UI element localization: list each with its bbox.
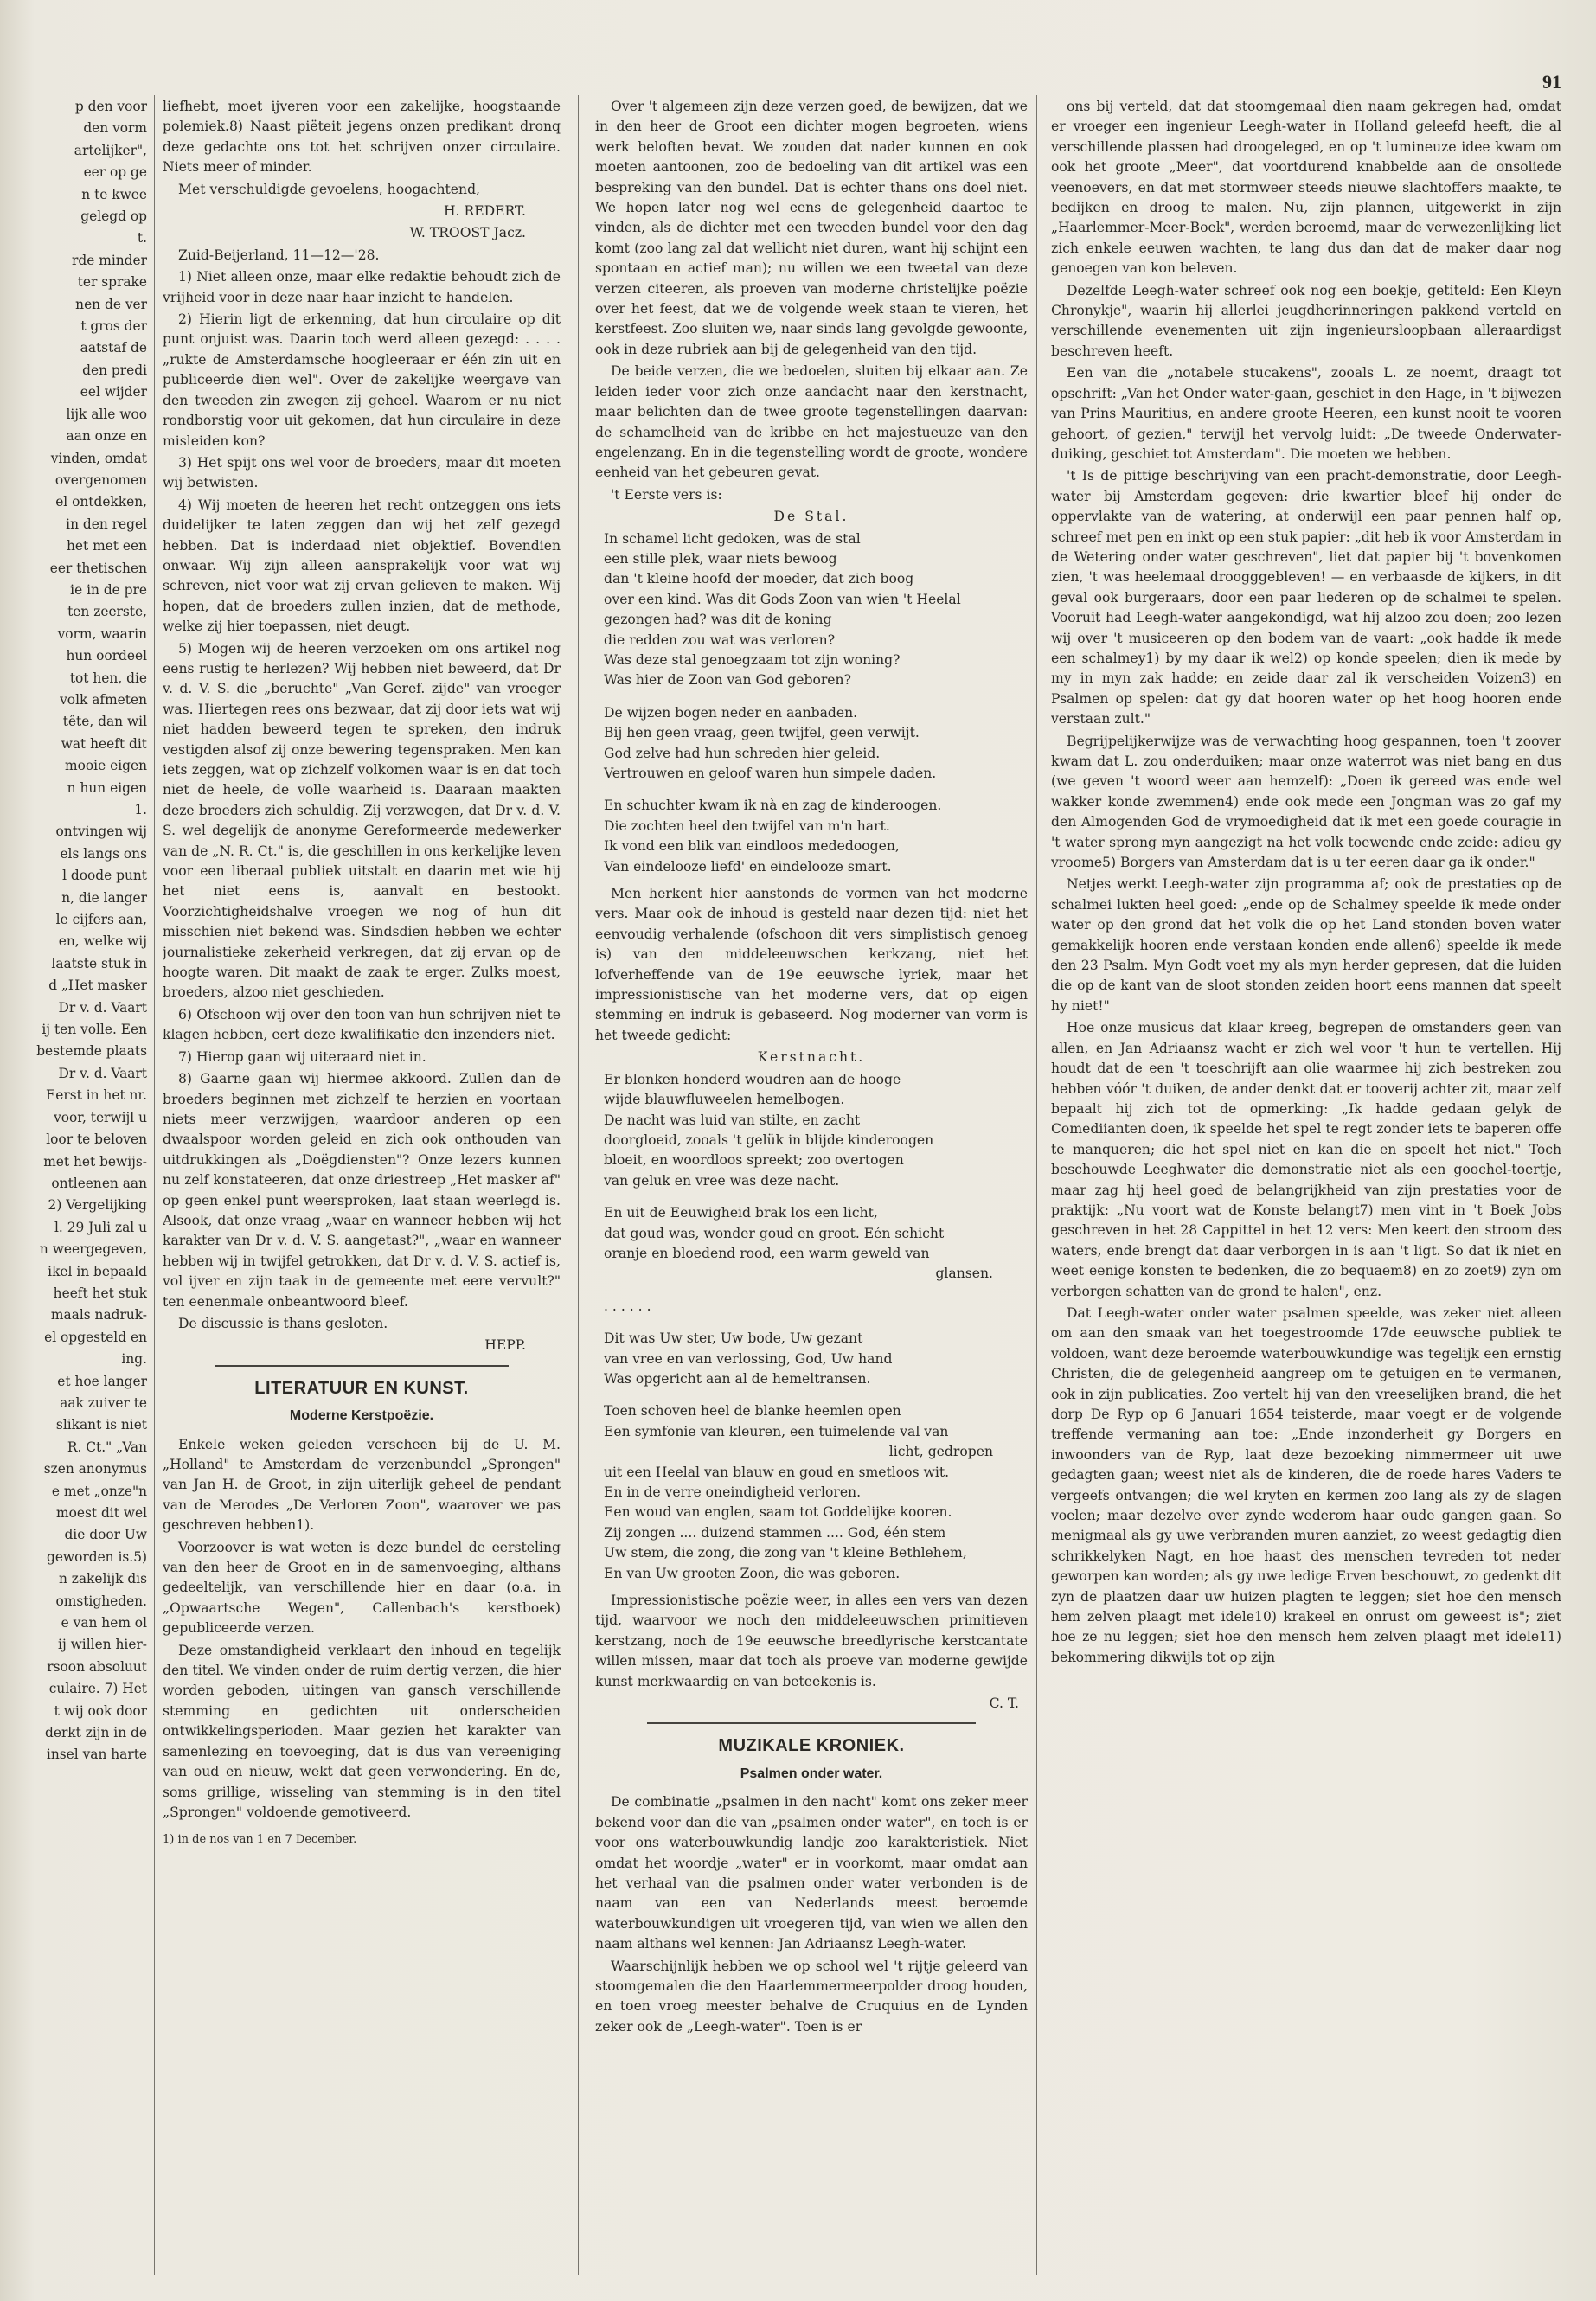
text-line: overgenomen xyxy=(54,471,147,488)
paragraph: Netjes werkt Leegh-water zijn programma af; ook de prestaties op de schalmei lukten heel goed: „ende op de Schalmey speelde ik mede onder water op den grond dat het volk die op het Land stonden boven water gemakkelijk hooren ende verstaan konden ende allen6) speelde ik mede den 23 Psalm. Myn Godt voet my als myn herder gepresen, dat die luiden die op de kant van de sloot stonden zeiden hoort eens mannen dat speelt hy niet!" xyxy=(1051,876,1561,1014)
text-line: aan onze en xyxy=(66,428,147,445)
note: 1) Niet alleen onze, maar elke redaktie behoudt zich de vrijheid voor in deze naar haar inzicht te handelen. xyxy=(163,269,561,305)
poem-line: Was hier de Zoon van God geboren? xyxy=(604,672,851,689)
paragraph: 't Is de pittige beschrijving van een pracht-demonstratie, door Leegh-water bij Amsterdam gegeven: drie kwartier bleef hij onder de oppervlakte van de watering, at onderwijl een paar pennen half op, schreef met pen en inkt op een stuk papier: „dit heb ik voor Amsterdam in de Wetering onder water geschreven", liet dat papier bij 't bovenkomen zien, 't was heelemaal droogggebleven! — en verbaasde de kijkers, in dit geval ook burgeraars, door een paar liederen op de schalmei te spelen. Vooruit had Leegh-water aangekondigd, wat hij alzoo zou doen; zoo lezen wij over 't musiceeren op den bodem van de vaart: „ook hadde ik mede een schalmey1) by my daar ik wel2) op konde speelen; dien ik mede by my in myn zak hadde; en zeide daar zal ik verscheiden Voizen3) en Psalmen op spelen: dat gy dat hooren water op het hoog hooren ende verstaan zult." xyxy=(1051,468,1561,727)
text-line: aatstaf de xyxy=(80,340,147,356)
text-line: ontleenen aan xyxy=(51,1175,147,1191)
text-line: ten zeerste, xyxy=(67,604,147,620)
text-line: die door Uw xyxy=(64,1527,147,1543)
text-line: in den regel xyxy=(66,516,147,532)
text-line: le cijfers aan, xyxy=(55,912,147,928)
text-line: laatste stuk in xyxy=(51,955,147,971)
article-body xyxy=(595,97,1028,505)
text-line: gelegd op xyxy=(80,208,147,225)
text-line: mooie eigen xyxy=(65,758,147,774)
signature: HEPP. xyxy=(484,1337,526,1354)
column-1 xyxy=(163,97,561,2277)
text-line: ie in de pre xyxy=(70,581,147,598)
text-line: d „Het masker xyxy=(48,977,147,994)
stanza-gap xyxy=(595,1285,1028,1297)
text-line: e van hem ol xyxy=(61,1615,147,1631)
paragraph: De discussie is thans gesloten. xyxy=(178,1315,388,1331)
column-rule xyxy=(578,95,579,2275)
section-heading: MUZIKALE KRONIEK. xyxy=(718,1736,905,1756)
divider xyxy=(647,1722,976,1724)
paragraph: liefhebt, moet ijveren voor een zakelijke, hoogstaande polemiek.8) Naast piëteit jegens onzen predikant dronq deze gedachte ons tot het schrijven onzer circulaire. Niets meer of minder. xyxy=(163,99,561,176)
text-line: ter sprake xyxy=(77,274,147,291)
article-body xyxy=(595,1792,1028,2037)
note: 5) Mogen wij de heeren verzoeken om ons artikel nog eens rustig te herlezen? Wij hebben niet beweerd, dat Dr v. d. V. S. die „beruchte" „Van Geref. zijde" van vroeger was. Hiertegen rees ons bezwaar, dat zij door iets wat wij niet hadden beweerd tegen te spreken, den indruk vestigden alsof zij onze bewering tegenspraken. Men kan iets zeggen, wat op zichzelf volkomen waar is en dat toch niet de heele, de volle waarheid is. Daaraan maakten deze broeders zich schuldig. Zij verzwegen, dat Dr v. d. V. S. wel degelijk de anonyme Gereformeerde medewerker van de „N. R. Ct." is, die geschillen in ons kerkelijke leven voor een liberaal publiek uitstalt en daarin met wie hij het niet eens is, aanvalt en bestookt. Voorzichtigheidshalve vroegen we nog of hun dit misschien niet bekend was. Sindsdien hebben we echter journalistieke zekerheid verkregen, dat zij ervan op de hoogte waren. Dit maakt de zaak te erger. Zulks moest, broeders, alzoo niet geschieden. xyxy=(163,640,561,1001)
poem-line: En schuchter kwam ik nà en zag de kinderoogen. xyxy=(604,798,942,814)
text-line: eer thetischen xyxy=(49,560,147,576)
paragraph: Deze omstandigheid verklaart den inhoud en tegelijk den titel. We vinden onder de ruim dertig verzen, die hier worden geboden, uitingen van gansch verschillende stemming en gedichten uit onderscheiden ontwikkelingsperioden. Maar gezien het karakter van samenlezing en toevoeging, dat is dus van vereeniging van oud en nieuw, wekt dat geen verwondering. En de, soms grillige, wisseling van stemming is in den titel „Sprongen" voldoende gemotiveerd. xyxy=(163,1642,561,1820)
text-line: en, welke wij xyxy=(58,933,147,950)
text-line: geworden is.5) xyxy=(46,1548,147,1565)
text-line: ij willen hier- xyxy=(58,1637,147,1653)
text-line: el opgesteld en xyxy=(44,1329,147,1345)
column-3 xyxy=(1051,97,1561,2277)
stanza-gap xyxy=(595,1191,1028,1203)
paragraph: Waarschijnlijk hebben we op school wel 't rijtje geleerd van stoomgemalen die den Haarlemmermeerpolder droog houden, en toen vroeg meester behalve de Cruquius en de Lynden zeker ook de „Leegh-water". Toen is er xyxy=(595,1958,1028,2035)
paragraph: De combinatie „psalmen in den nacht" komt ons zeker meer bekend voor dan die van „psalmen onder water", en toch is er voor ons waterbouwkundig landje zoo karakteristiek. Niet omdat het woordje „water" er in voorkomt, maar omdat aan het verhaal van die psalmen onder water verbonden is de naam van een van Nederlands meest beroemde waterbouwkundigen uit vroegeren tijd, van wien we allen den naam althans wel kennen: Jan Adriaansz Leegh-water. xyxy=(595,1794,1028,1952)
article-body xyxy=(163,1435,561,1823)
column-rule xyxy=(154,95,155,2275)
text-line: heeft het stuk xyxy=(53,1285,147,1301)
paragraph: ons bij verteld, dat dat stoomgemaal dien naam gekregen had, omdat er vroeger een ingenieur Leegh-water in Holland geleefd heeft, die al verschillende plassen had droogeleged, en op 't lumineuze idee kwam om ook het groote „Meer", dat voortdurend knabbelde aan de onsoliede veenoevers, en dat met stormweer steeds nieuwe slachtoffers maakte, te bedijken en droog te malen. Nu, zijn plannen, uitgewerkt in zijn „Haarlemmer-Meer-Boek", werden beroemd, maar de verwezenlijking liet zich enkele eeuwen wachten, te lang dus dan dat de maker daar nog genoegen van kon beleven. xyxy=(1051,99,1561,277)
text-line: els langs ons xyxy=(60,845,147,862)
text-line: 1. xyxy=(134,802,147,817)
poem-line: . . . . . . xyxy=(604,1298,651,1314)
paragraph: Over 't algemeen zijn deze verzen goed, de bewijzen, dat we in den heer de Groot een dichter mogen begroeten, wiens werk beloften bevat. We zouden dat nader kunnen en ook moeten aantoonen, zoo de bedoeling van dit artikel was een bespreking van den bundel. Dat is echter thans ons doel niet. We hopen later nog wel eens de gelegenheid daartoe te vinden, als de dichter met een tweeden bundel voor den dag komt (zoo lang zal dat wellicht niet duren, want hij schijnt een spontaan en actief man); nu willen we een tweetal van deze verzen citeeren, als proeven van moderne christelijke poëzie over het feest, dat we de volgende week staan te vieren, het kerstfeest. Zoo sluiten we, naar sinds lang gevolgde gewoonte, ook in deze rubriek aan bij de gelegenheid van den tijd. xyxy=(595,99,1028,357)
article-title: Psalmen onder water. xyxy=(740,1766,883,1781)
text-line: el ontdekken, xyxy=(55,494,147,510)
poem xyxy=(595,529,1028,878)
poem-title: De Stal. xyxy=(773,509,849,525)
poem-line: licht, gedropen xyxy=(888,1444,993,1460)
text-line: n hun eigen xyxy=(67,779,147,796)
poem-line: over een kind. Was dit Gods Zoon van wien 't Heelal xyxy=(604,591,961,607)
text-line: et hoe langer xyxy=(57,1373,147,1389)
text-line: voor, terwijl u xyxy=(54,1109,147,1125)
note: 2) Hierin ligt de erkenning, dat hun circulaire op dit punt onjuist was. Daarin toch werd alleen gezegd: . . . . „rukte de Amsterdamsche hoogleeraar er één zin uit en publiceerde dien wel". Over de zakelijke weergave van den tweeden zin zwegen zij geheel. Waarom er nu niet rondborstig voor uit gekomen, dat hun circulaire in deze misleiden kon? xyxy=(163,311,561,449)
text-line: Dr v. d. Vaart xyxy=(58,999,147,1016)
poem-line: Een symfonie van kleuren, een tuimelende val van xyxy=(604,1423,949,1439)
poem-line: En van Uw grooten Zoon, die was geboren. xyxy=(604,1565,901,1581)
text-line: 2) Vergelijking xyxy=(48,1197,147,1214)
text-line: n, die langer xyxy=(61,889,147,906)
poem-line: dat goud was, wonder goud en groot. Eén schicht xyxy=(604,1225,945,1241)
poem-line: Uw stem, die zong, die zong van 't kleine Bethlehem, xyxy=(604,1545,967,1561)
poem-line: Een woud van englen, saam tot Goddelijke kooren. xyxy=(604,1504,952,1521)
footnote: 1) in de nos van 1 en 7 December. xyxy=(163,1833,357,1847)
divider xyxy=(215,1365,509,1367)
poem-line: Ik vond een blik van eindloos mededoogen, xyxy=(604,838,900,855)
text-line: culaire. 7) Het xyxy=(48,1681,147,1697)
text-line: bestemde plaats xyxy=(36,1043,147,1060)
text-line: n weergegeven, xyxy=(39,1241,147,1258)
page-number: 91 xyxy=(1542,71,1561,93)
text-line: Dr v. d. Vaart xyxy=(58,1065,147,1081)
paragraph: Men herkent hier aanstonds de vormen van het moderne vers. Maar ook de inhoud is gesteld naar dezen tijd: niet het eenvoudig verhalende (ofschoon dit vers simplistisch genoeg is) van den middeleeuwschen kerkzang, niet het lofverheffende van de 19e eeuwsche lyriek, maar het impressionistische van het moderne vers, dat op eigen stemming en indruk is gebaseerd. Nog moderner van vorm is het tweede gedicht: xyxy=(595,886,1028,1043)
text-line: met het bewijs- xyxy=(43,1153,147,1170)
poem-line: bloeit, en woordloos spreekt; zoo overtogen xyxy=(604,1152,904,1169)
poem-line: Zij zongen .... duizend stammen .... God, één stem xyxy=(604,1524,946,1541)
text-line: eer op ge xyxy=(83,164,147,181)
text-line: het met een xyxy=(66,538,147,554)
text-line: ing. xyxy=(121,1351,147,1368)
paragraph: Impressionistische poëzie weer, in alles een vers van dezen tijd, waarvoor we noch den middeleeuwschen primitieven kerstzang, noch de 19e eeuwsche breedlyrische kerstcantate willen missen, maar dat toch als proeve van moderne gewijde kunst merkwaardig en van beteekenis is. xyxy=(595,1593,1028,1689)
poem-line: God zelve had hun schreden hier geleid. xyxy=(604,745,881,761)
text-line: derkt zijn in de xyxy=(44,1725,147,1741)
poem-line: gezongen had? was dit de koning xyxy=(604,612,832,628)
text-line: den predi xyxy=(82,362,147,378)
paragraph: Hoe onze musicus dat klaar kreeg, begrepen de omstanders geen van allen, en Jan Adriaansz wacht er zich wel voor 't hun te vertellen. Hij houdt dat de een 't toeschrijft aan olie waarmee hij zich bestreken zou hebben vóór 't duiken, de ander denkt dat er tooverij achter zit, maar zelf bepaalt hij zich tot de opmerking: „Ik hadde gedaan gelyk de Comediianten doen, ik speelde het spel te regt zonder iets te baperen offe te manqueren; die het spel niet en kan die en speelt het niet." Toch beschouwde Leeghwater die demonstratie niet als een goochel-toertje, maar zag hij heel goed de belangrijkheid van zijn prestaties voor de praktijk: „Nu voort wat de Konste belangt7) men vint in 't Boek Jobs geschreven in het 28 Cappittel in het 12 vers: Men keert den stroom des waters, ende brengt dat daar verborgen in is aan 't ligt. So dat ik niet en weet eenige konsten te bedenken, die zo bequaem8) en zo zoet9) zyn om verborgen schatten van de grond te halen", enz. xyxy=(1051,1020,1561,1299)
text-line: hun oordeel xyxy=(66,648,147,664)
text-line: Eerst in het nr. xyxy=(46,1087,147,1104)
poem-line: Dit was Uw ster, Uw bode, Uw gezant xyxy=(604,1330,863,1347)
signature: H. REDERT. xyxy=(443,203,526,220)
text-line: insel van harte xyxy=(46,1747,147,1763)
text-line: lijk alle woo xyxy=(66,406,147,422)
note: 4) Wij moeten de heeren het recht ontzeggen ons iets duidelijker te laten zeggen dan wij het zelf gezegd hebben. Dat is inderdaad niet objektief. Bovendien onwaar. Wij zijn alleen aansprakelijk voor wat wij schreven, niet voor wat zij ervan gelieven te maken. Wij hopen, dat de broeders zullen inzien, dat de methode, welke zij hier toepassen, niet deugt. xyxy=(163,497,561,635)
paragraph: Begrijpelijkerwijze was de verwachting hoog gespannen, toen 't zoover kwam dat L. zou onderduiken; maar onze waterrot was niet bang en dus (we geven 't woord weer aan hemzelf): „Doen ik gereed was ende wel wakker konde zwemmen4) ende ook mede een Jongman was zo gaf my den Almogenden God de vrymoedigheid dat ik met een goede couragie in 't water sprong myn aangezigt na het volk toewende ende zeide: adieu gy vroome5) Borgers van Amsterdam dat is u ter eeren daar ga ik onder." xyxy=(1051,733,1561,871)
text-line: ontvingen wij xyxy=(55,824,147,840)
poem-line: van vree en van verlossing, God, Uw hand xyxy=(604,1350,893,1367)
text-line: t gros der xyxy=(80,318,147,335)
notes xyxy=(163,267,561,1312)
column-2 xyxy=(595,97,1028,2277)
paragraph: Enkele weken geleden verscheen bij de U. M. „Holland" te Amsterdam de verzenbundel „Sprongen" van Jan H. de Groot, in zijn uiterlijk geheel de pendant van de Merodes „De Verloren Zoon", waarover we pas geschreven hebben1). xyxy=(163,1436,561,1534)
section-heading: LITERATUUR EN KUNST. xyxy=(254,1378,469,1398)
text-line: volk afmeten xyxy=(60,691,147,708)
text-line: rsoon absoluut xyxy=(47,1658,147,1675)
greeting: Met verschuldigde gevoelens, hoogachtend, xyxy=(178,181,481,197)
paragraph: De beide verzen, die we bedoelen, sluiten bij elkaar aan. Ze leiden ieder voor zich onze aandacht naar den kerstnacht, maar belichten dan de twee groote tegenstellingen daarvan: de schamelheid van de kribbe en het majestueuze van den engelenzang. En in die tegenstelling wordt de groote, wondere eenheid van het gebeuren gevat. xyxy=(595,363,1028,481)
stanza-gap xyxy=(595,784,1028,796)
poem-line: wijde blauwfluweelen hemelbogen. xyxy=(604,1092,845,1108)
text-line: slikant is niet xyxy=(55,1417,147,1433)
cropped-column xyxy=(0,97,147,2277)
paragraph: Een van die „notabele stucakens", zooals L. ze noemt, draagt tot opschrift: „Van het Onder water-gaan, geschiet in den Hage, in 't bijwezen van Prins Mauritius, en andere groote Heeren, een kunst nooit te vooren gehoort, of gezien," terwijl het vervolg luidt: „De tweede Onderwater-duiking, geschiet tot Amsterdam". Die moeten we hebben. xyxy=(1051,365,1561,462)
paragraph: Dat Leegh-water onder water psalmen speelde, was zeker niet alleen om aan den smaak van het toegestroomde 17de eeuwsche publiek te voldoen, want deze beroemde waterbouwkundige was tegelijk een ernstig Christen, die de gelegenheid aangreep om te getuigen en te vermanen, ook in zijn publicaties. Zoo vertelt hij van den vreeselijken brand, die het dorp De Ryp op 6 Januari 1654 teisterde, maar voegt er de volgende treffende vermaning aan toe: „Ende inzonderheit gy Borgers en inwoonders van de Ryp, laat deze bezoeking nimmermeer uit uwe gedagten gaan; weest niet als de kinderen, die de roede hares Vaders te vergeefs ontvangen; die wel kryten en kermen zoo lang als zy de slagen voelen; maar dezelve over zynde wederom haar oude gangen gaan. So menigmaal als gy uwe verbranden muren aanziet, zo weest gedagtig dien schrikkelyken Nagt, en hoe haast des menschen tevreden tot neder geworpen kan worden; als gy uwe ledige Erven beschouwt, zo gedenkt dit zyn de plaatzen daar uw huizen plagten te leggen; siet hoe den mensch hem zelven plaagt met idele10) krakeel en onrust om geweest is"; ziet hoe ze nu leggen; siet hoe den mensch hem zelven plaagt met idele11) bekommering dikwijls tot op zijn xyxy=(1051,1304,1561,1665)
text-line: n zakelijk dis xyxy=(58,1571,147,1587)
article-title: Moderne Kerstpoëzie. xyxy=(289,1408,434,1424)
text-line: den vorm xyxy=(83,120,147,137)
poem-line: Bij hen geen vraag, geen twijfel, geen verwijt. xyxy=(604,725,920,741)
poem-line: glansen. xyxy=(935,1266,993,1282)
column-rule xyxy=(1036,95,1037,2275)
poem-line: doorgloeid, zooals 't gelük in blijde kinderoogen xyxy=(604,1131,934,1148)
poem-line: Er blonken honderd woudren aan de hooge xyxy=(604,1071,901,1087)
text-line: ikel in bepaald xyxy=(48,1263,147,1279)
text-line: vorm, waarin xyxy=(57,625,147,642)
poem-line: Die zochten heel den twijfel van m'n hart. xyxy=(604,817,890,834)
poem-line: dan 't kleine hoofd der moeder, dat zich boog xyxy=(604,571,914,587)
text-line: t. xyxy=(137,230,147,247)
poem-line: De nacht was luid van stilte, en zacht xyxy=(604,1112,861,1128)
text-line: maals nadruk- xyxy=(50,1307,147,1324)
poem-line: En in de verre oneindigheid verloren. xyxy=(604,1484,862,1500)
poem-line: Was deze stal genoegzaam tot zijn woning? xyxy=(604,651,901,668)
text-line: omstigheden. xyxy=(55,1593,147,1609)
text-line: n te kwee xyxy=(81,186,147,202)
text-line: artelijker", xyxy=(74,142,147,158)
text-line: tot hen, die xyxy=(69,670,147,686)
text-line: wat heeft dit xyxy=(61,735,147,752)
place-date: Zuid-Beijerland, 11—12—'28. xyxy=(178,247,380,263)
note: 3) Het spijt ons wel voor de broeders, maar dit moeten wij betwisten. xyxy=(163,454,561,491)
text-line: aak zuiver te xyxy=(60,1394,147,1411)
poem-line: En uit de Eeuwigheid brak los een licht, xyxy=(604,1205,878,1221)
poem xyxy=(595,1070,1028,1584)
poem-line: Van eindelooze liefd' en eindelooze smart. xyxy=(604,858,892,875)
poem-line: uit een Heelal van blauw en goud en smetloos wit. xyxy=(604,1464,950,1480)
text-line: tête, dan wil xyxy=(62,714,147,730)
poem-line: van geluk en vree was deze nacht. xyxy=(604,1172,840,1189)
signature: W. TROOST Jacz. xyxy=(409,225,526,241)
poem-line: Toen schoven heel de blanke heemlen open xyxy=(604,1403,901,1420)
paragraph: Voorzoover is wat weten is deze bundel de eersteling van den heer de Groot en in de samenvoeging, althans gedeeltelijk, van verschillende hier en daar (o.a. in „Opwaartsche Wegen", Callenbach's kerstboek) gepubliceerde verzen. xyxy=(163,1539,561,1637)
text-line: loor te beloven xyxy=(46,1131,147,1148)
text-line: R. Ct." „Van xyxy=(67,1439,147,1455)
text-line: l. 29 Juli zal u xyxy=(54,1219,147,1235)
text-line: p den voor xyxy=(74,99,147,114)
stanza-gap xyxy=(595,691,1028,703)
poem-line: In schamel licht gedoken, was de stal xyxy=(604,530,861,547)
poem-line: een stille plek, waar niets bewoog xyxy=(604,550,837,567)
text-line: vinden, omdat xyxy=(50,450,147,466)
note: 8) Gaarne gaan wij hiermee akkoord. Zullen dan de broeders beginnen met zichzelf te herzien en voortaan niets meer verzwijgen, waardoor anderen op een dwaalspoor worden geleid en zich ook onthouden van uitdrukkingen als „Doëgdiensten"? Onze lezers kunnen nu zelf konstateeren, dat onze driestreep „Het masker af" op geen enkel punt weersproken, laat staan weerlegd is. Alsook, dat onze vraag „waar en wanneer hebben wij het karakter van Dr v. d. V. S. aangetast?", „waar en wanneer hebben wij in twijfel getrokken, dat Dr v. d. V. S. actief is, vol ijver en zijn taak in de gemeente met eere vervult?" ten eenenmale onbeantwoord bleef. xyxy=(163,1071,561,1310)
poem-line: Was opgericht aan al de hemeltransen. xyxy=(604,1370,871,1387)
text-line: szen anonymus xyxy=(43,1461,147,1477)
stanza-gap xyxy=(595,1317,1028,1329)
stanza-gap xyxy=(595,1389,1028,1401)
note: 7) Hierop gaan wij uiteraard niet in. xyxy=(178,1048,426,1065)
poem-line: De wijzen bogen neder en aanbaden. xyxy=(604,704,858,721)
signature: C. T. xyxy=(989,1695,1019,1712)
text-line: rde minder xyxy=(72,252,147,268)
poem-line: Vertrouwen en geloof waren hun simpele daden. xyxy=(604,766,937,781)
paragraph: Dezelfde Leegh-water schreef ook nog een boekje, getiteld: Een Kleyn Chronykje", waarin hij allerlei jeugdherinneringen pakkend verteld en verschillende evenementen uit zijn ingenieursloopbaan alleraardigst beschreven heeft. xyxy=(1051,282,1561,359)
poem-line: oranje en bloedend rood, een warm geweld van xyxy=(604,1245,930,1261)
text-line: t wij ook door xyxy=(54,1702,147,1719)
text-line: nen de ver xyxy=(75,296,147,312)
text-line: l doode punt xyxy=(62,868,147,884)
poem-line: die redden zou wat was verloren? xyxy=(604,631,836,648)
text-line: moest dit wel xyxy=(56,1505,147,1521)
text-line: eel wijder xyxy=(80,384,147,401)
note: 6) Ofschoon wij over den toon van hun schrijven niet te klagen hebben, eert deze kwalifikatie den inzenders niet. xyxy=(163,1006,561,1043)
text-line: e met „onze"n xyxy=(51,1483,147,1499)
poem-title: Kerstnacht. xyxy=(757,1049,866,1066)
paragraph: 't Eerste vers is: xyxy=(611,486,722,503)
text-line: ij ten volle. Een xyxy=(42,1022,147,1038)
